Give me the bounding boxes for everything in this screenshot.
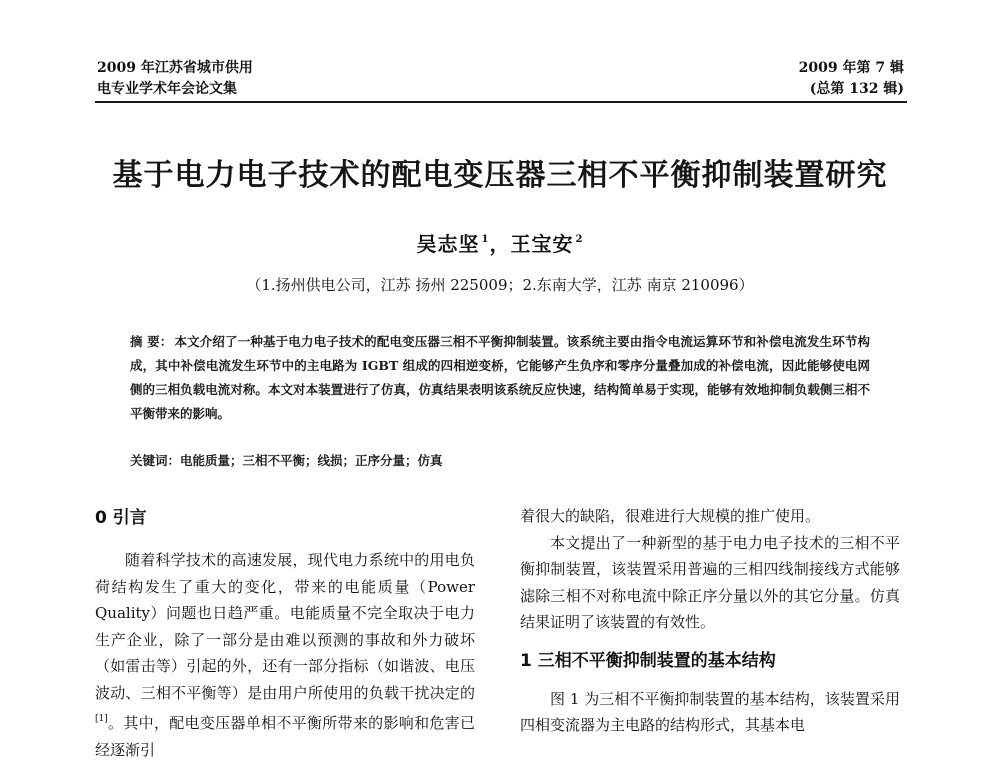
header-right-line1: 2009 年第 7 辑 <box>798 60 904 76</box>
author-1: 吴志坚 <box>416 232 480 256</box>
keywords-label: 关键词： <box>130 453 181 468</box>
body-column-left <box>95 503 475 763</box>
proposal-paragraph: 本文提出了一种新型的基于电力电子技术的三相不平衡抑制装置，该装置采用普遍的三相四线制接线方式能够滤除三相不对称电流中除正序分量以外的其它分量。仿真结果证明了该装置的有效性。 <box>520 533 900 631</box>
intro-paragraph <box>95 547 475 763</box>
journal-header-left <box>97 58 253 100</box>
author-separator: ， <box>489 232 511 256</box>
author-1-affil-mark: 1 <box>481 234 490 245</box>
author-2: 王宝安 <box>510 232 574 256</box>
header-left-line2: 电专业学术年会论文集 <box>97 81 237 97</box>
keywords <box>130 449 870 473</box>
affiliations: （1.扬州供电公司，江苏 扬州 225009；2.东南大学，江苏 南京 210096） <box>246 276 754 294</box>
keywords-text: 电能质量；三相不平衡；线损；正序分量；仿真 <box>180 453 443 468</box>
citation-ref: [1] <box>95 714 108 724</box>
abstract-label: 摘 要： <box>130 334 173 349</box>
header-right-line2: (总第 132 辑) <box>809 81 904 97</box>
abstract-text: 本文介绍了一种基于电力电子技术的配电变压器三相不平衡抑制装置。该系统主要由指令电流运算环节和补偿电流发生环节构成，其中补偿电流发生环节中的主电路为 IGBT 组成的四相逆变桥，它能够产生负序和零序分量叠加成的补偿电流，因此能够使电网侧的三相负载电流对称。本文对本装置进行了仿真，仿真结果表明该系统反应快速，结构简单易于实现，能够有效地抑制负载侧三相不平衡带来的影响。 <box>130 334 870 421</box>
body-column-right <box>520 503 900 739</box>
journal-header-right <box>799 58 904 100</box>
paper-title: 基于电力电子技术的配电变压器三相不平衡抑制装置研究 <box>112 158 888 193</box>
abstract <box>130 330 870 426</box>
continued-paragraph: 着很大的缺陷，很难进行大规模的推广使用。 <box>520 507 821 525</box>
header-left-line1: 2009 年江苏省城市供用 <box>97 60 253 76</box>
author-2-affil-mark: 2 <box>575 234 584 245</box>
intro-text-pre: 随着科学技术的高速发展，现代电力系统中的用电负荷结构发生了重大的变化，带来的电能质量（Power Quality）问题也日趋严重。电能质量不完全取决于电力生产企业，除了一部分是由难以预测的事故和外力破坏（如雷击等）引起的外，还有一部分指标（如谐波、电压波动、三相不平衡等）是由用户所使用的负载干扰决定的 <box>95 551 475 702</box>
section-0-heading: 0 引言 <box>95 508 147 528</box>
header-divider <box>95 101 907 103</box>
author-line <box>0 228 1000 257</box>
section-1-heading: 1 三相不平衡抑制装置的基本结构 <box>520 650 776 671</box>
intro-text-post: 。其中，配电变压器单相不平衡所带来的影响和危害已经逐渐引 <box>95 714 475 759</box>
structure-paragraph: 图 1 为三相不平衡抑制装置的基本结构，该装置采用四相变流器为主电路的结构形式，其基本电 <box>520 689 900 734</box>
